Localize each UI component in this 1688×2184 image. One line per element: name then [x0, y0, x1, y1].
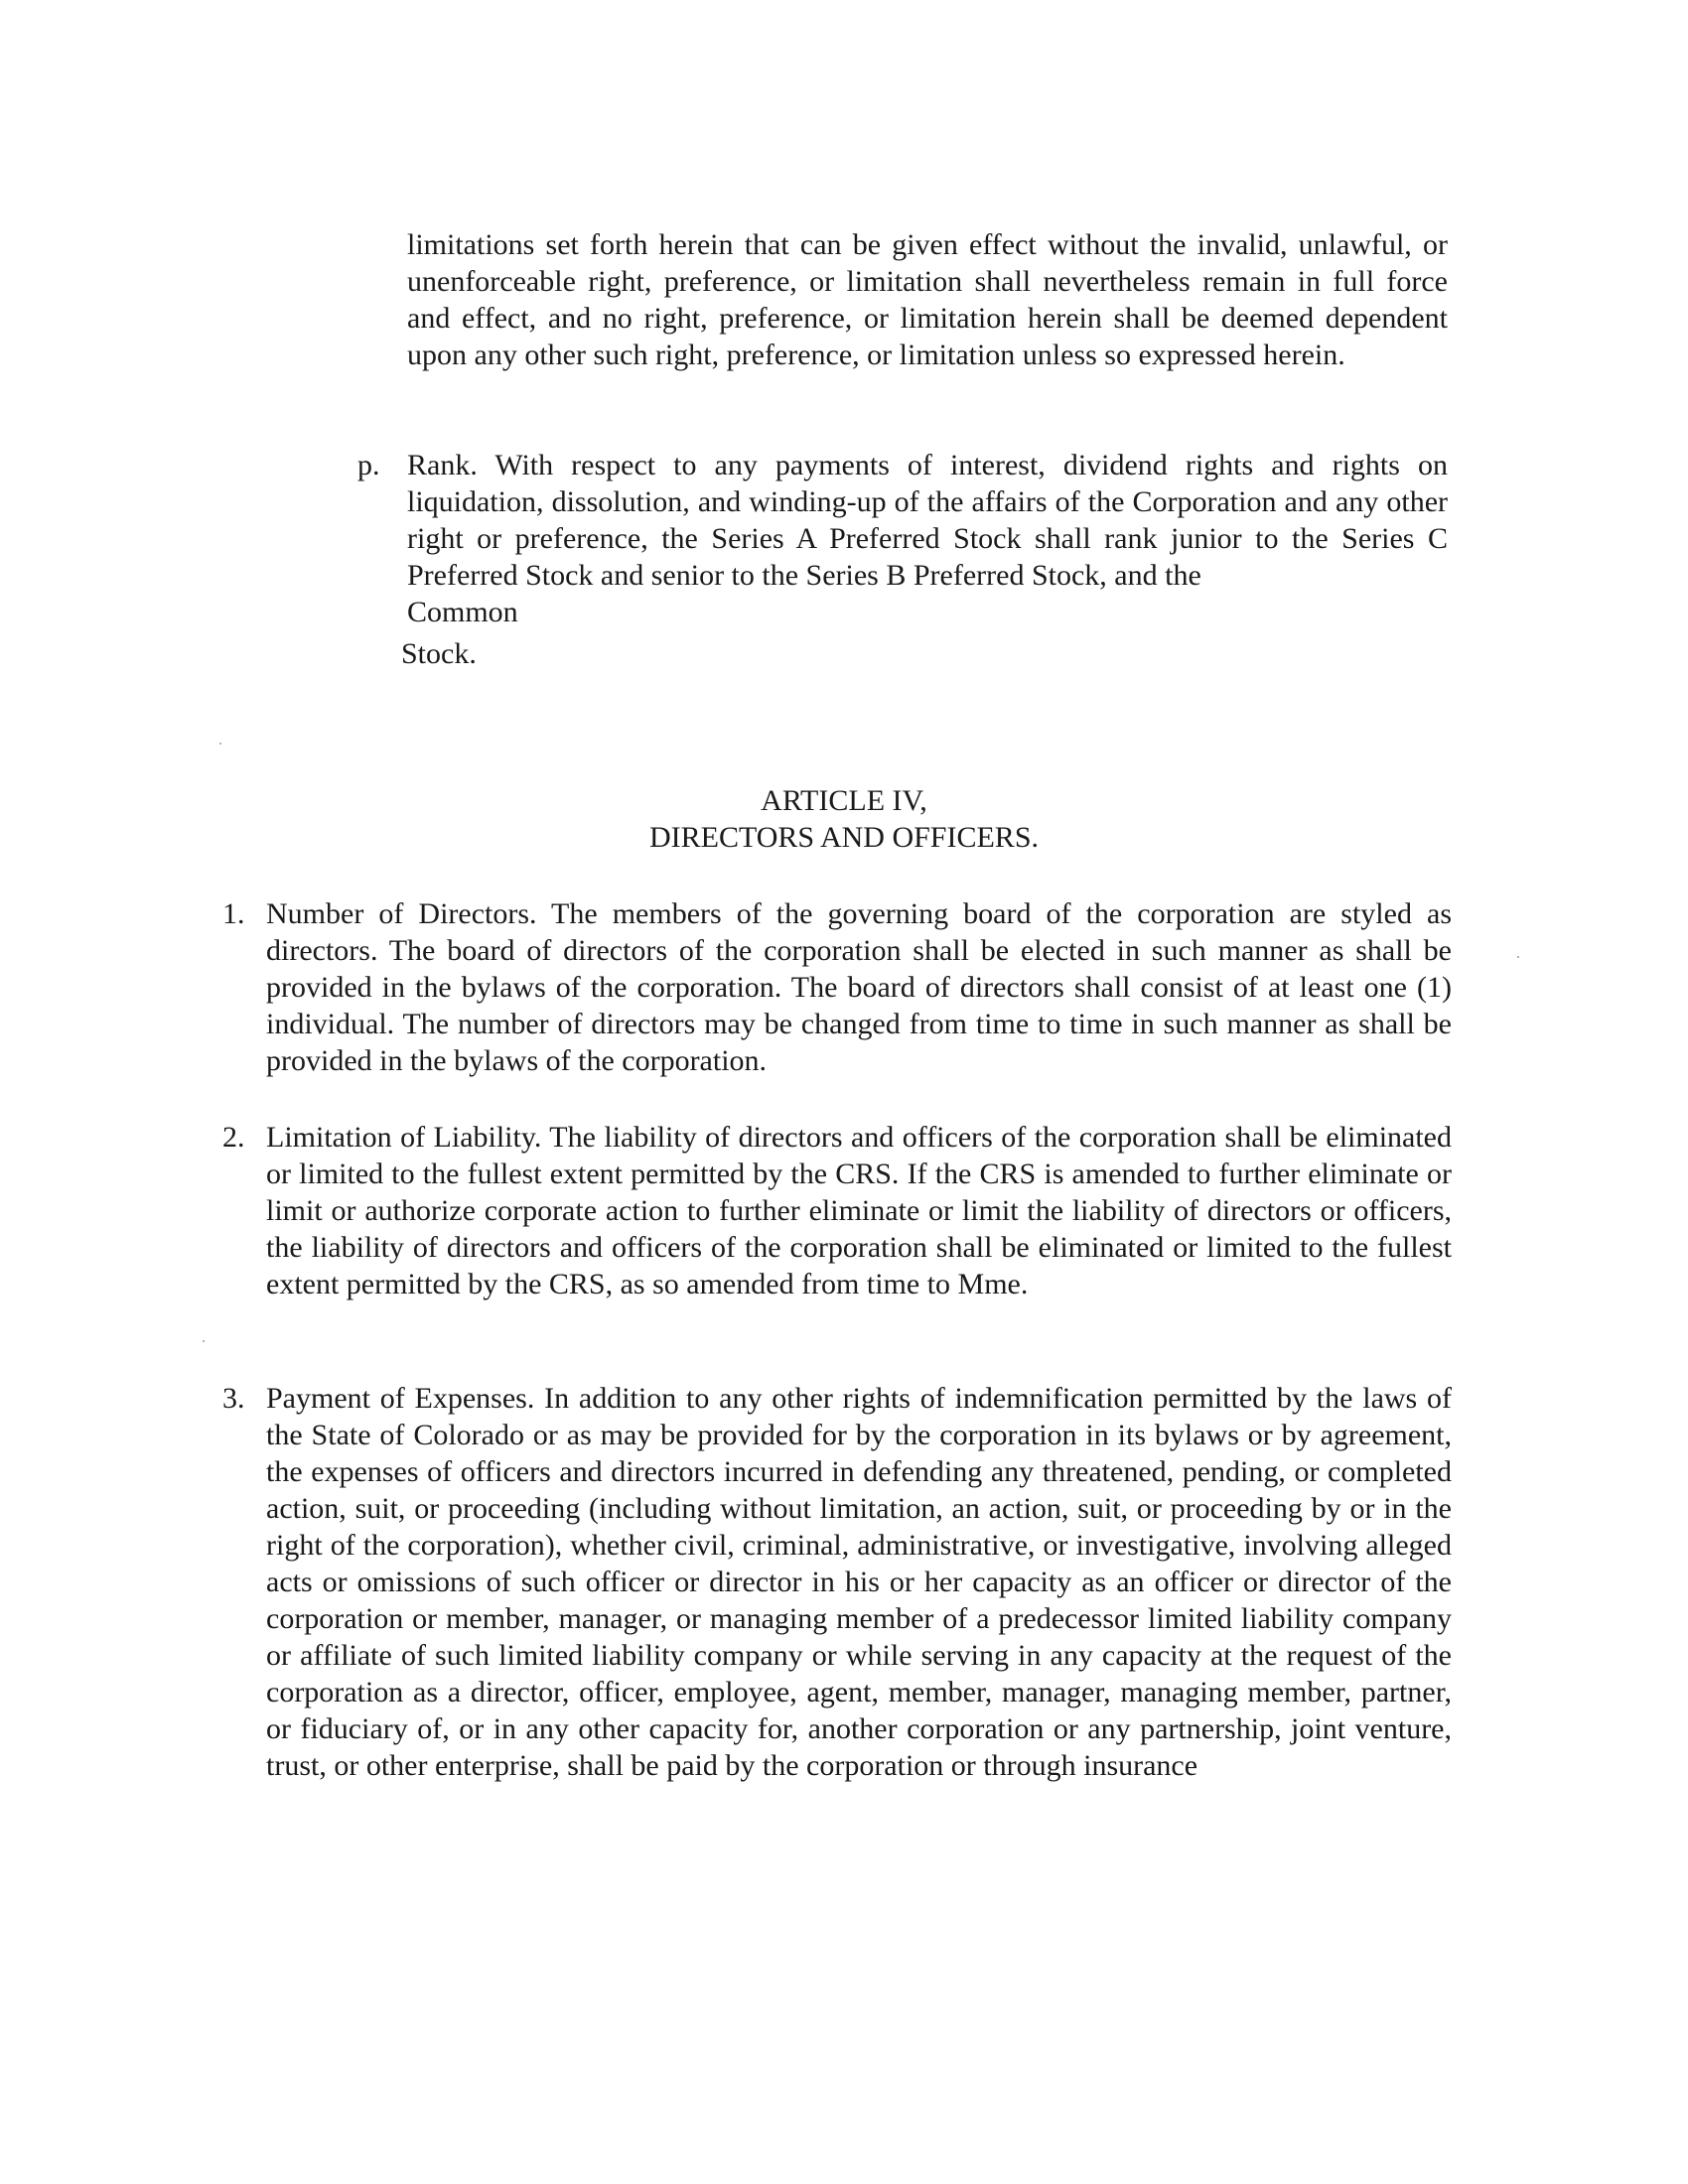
- rank-text: Rank. With respect to any payments of interest, dividend rights and rights on liquidation, dissolution, and winding-up of the affairs of the Corporation and any other right or preference, the Series A Preferred Stock shall rank junior to the Series C Preferred Stock and senior to the Series B Preferred Stock, and the: [407, 449, 1448, 592]
- rank-tail: Common: [407, 596, 518, 628]
- section-body: Limitation of Liability. The liability of directors and officers of the corporation shall be eliminated or limited to the fullest extent permitted by the CRS. If the CRS is amended to further eliminate or limit or authorize corporate action to further eliminate or limit the liability of directors or officers, the liability of directors and officers of the corporation shall be eliminated or limited to the fullest extent permitted by the CRS, as so amended from time to Mme.: [266, 1121, 1452, 1300]
- article-title: ARTICLE IV,: [761, 784, 927, 817]
- section-marker: 2.: [222, 1121, 245, 1154]
- stock-line: Stock.: [401, 637, 477, 670]
- continuation-text: limitations set forth herein that can be given effect without the invalid, unlawful, or unenforceable right, preference, or limitation shall nevertheless remain in full force and effect, and no right, preference, or limitation herein shall be deemed dependent upon any other such right, preference, or limitation unless so expressed herein.: [407, 228, 1448, 371]
- scan-speck: [1517, 956, 1519, 958]
- section-marker: 1.: [222, 897, 245, 930]
- section-body: Payment of Expenses. In addition to any other rights of indemnification permitted by the laws of the State of Colorado or as may be provided for by the corporation in its bylaws or by agreement, the expenses of officers and directors incurred in defending any threatened, pending, or completed action, suit, or proceeding (including without limitation, an action, suit, or proceeding by or in the right of the corporation), whether civil, criminal, administrative, or investigative, involving alleged acts or omissions of such officer or director in his or her capacity as an officer or director of the corporation or member, manager, or managing member of a predecessor limited liability company or affiliate of such limited liability company or while serving in any capacity at the request of the corporation as a director, officer, employee, agent, member, manager, managing member, partner, or fiduciary of, or in any other capacity for, another corporation or any partnership, joint venture, trust, or other enterprise, shall be paid by the corporation or through insurance: [266, 1382, 1452, 1782]
- scan-speck: [219, 743, 221, 745]
- article-subtitle: DIRECTORS AND OFFICERS.: [648, 821, 1040, 854]
- section-marker: 3.: [222, 1382, 245, 1415]
- list-marker: p.: [357, 449, 380, 481]
- scan-speck: [203, 1340, 205, 1342]
- continuation-paragraph: [407, 226, 1448, 373]
- list-item-body: [407, 447, 1448, 630]
- section-body: Number of Directors. The members of the governing board of the corporation are styled as directors. The board of directors of the corporation shall be elected in such manner as shall be provided in the bylaws of the corporation. The board of directors shall consist of at least one (1) individual. The number of directors may be changed from time to time in such manner as shall be provided in the bylaws of the corporation.: [266, 897, 1452, 1077]
